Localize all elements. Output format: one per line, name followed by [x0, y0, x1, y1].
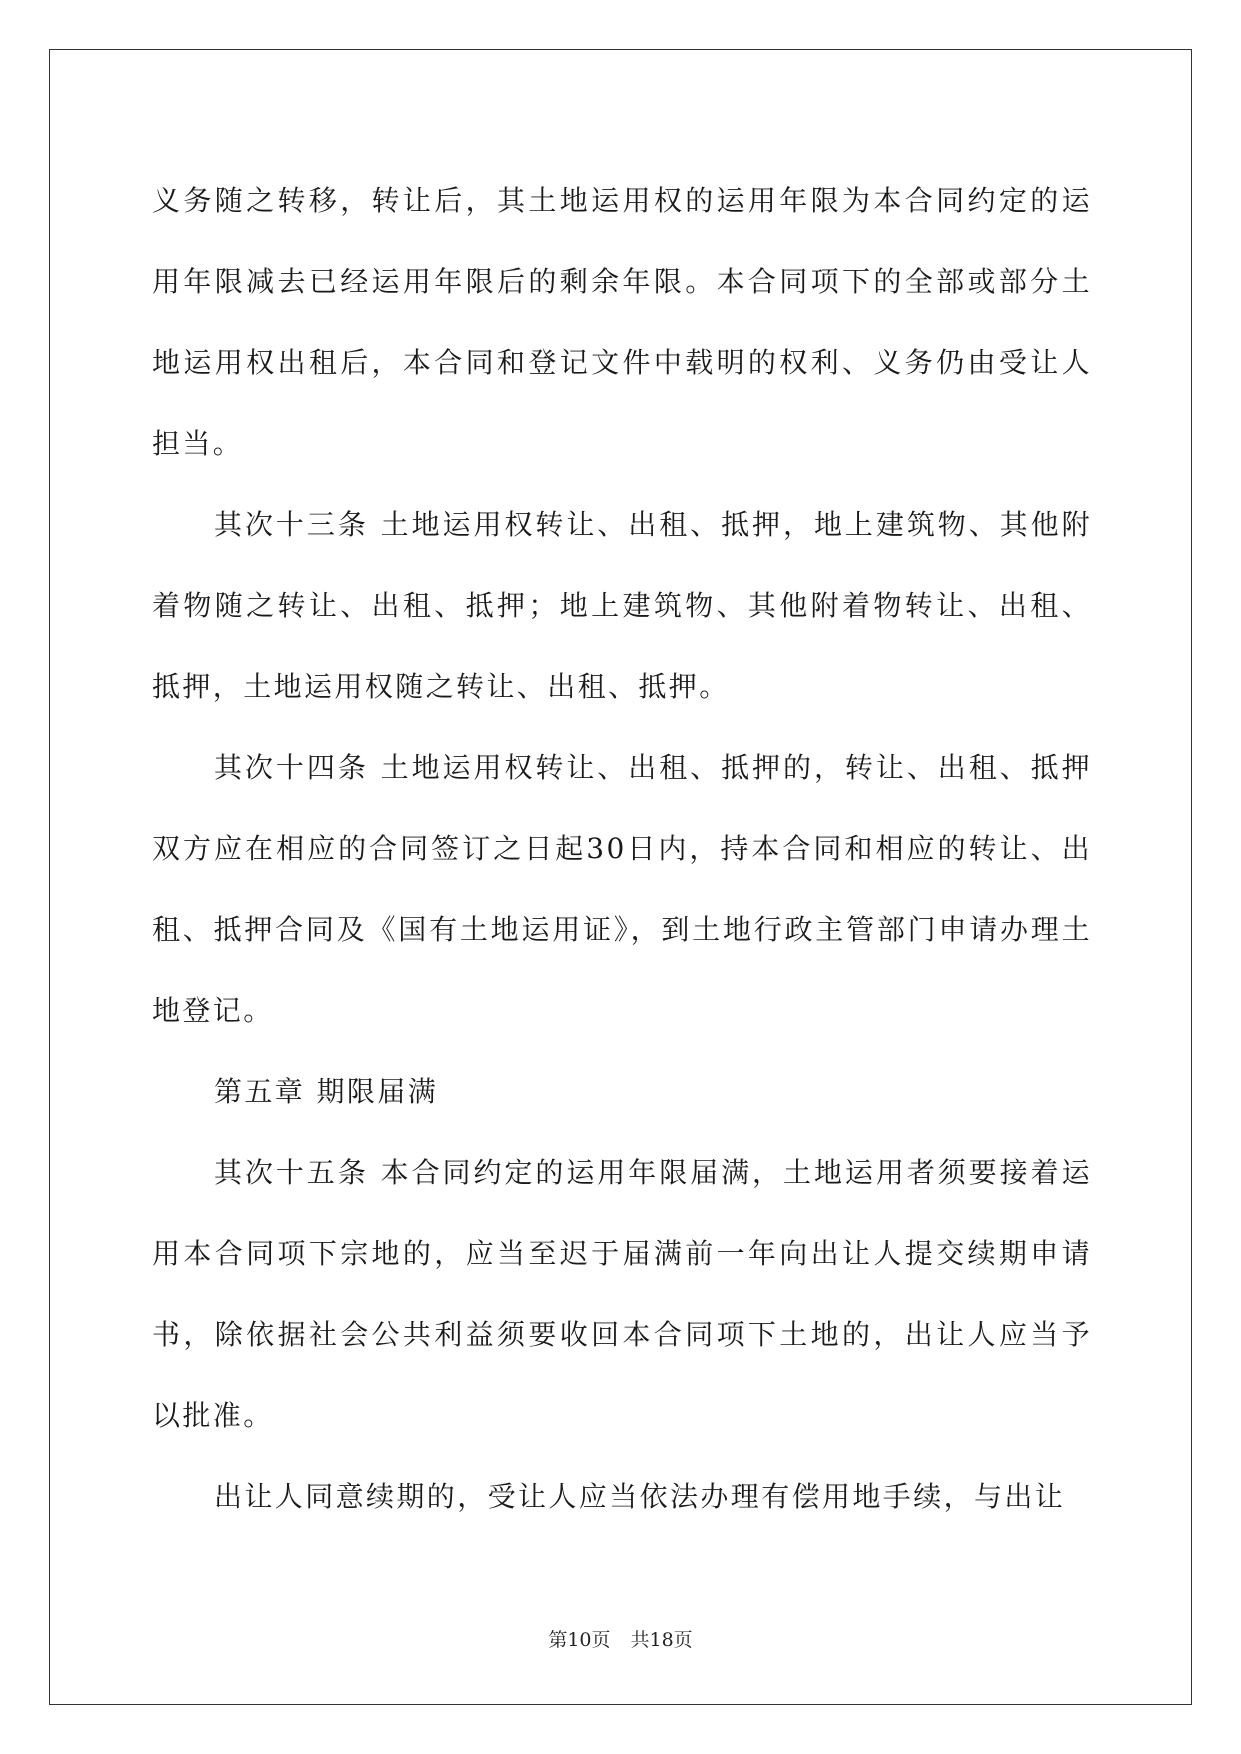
paragraph: 其次十三条 土地运用权转让、出租、抵押，地上建筑物、其他附着物随之转让、出租、抵押；地上建筑物、其他附着物转让、出租、抵押，土地运用权随之转让、出租、抵押。	[152, 508, 1092, 703]
paragraph: 其次十五条 本合同约定的运用年限届满，土地运用者须要接着运用本合同项下宗地的，应当至迟于届满前一年向出让人提交续期申请书，除依据社会公共利益须要收回本合同项下土地的，出让人应当予以批准。	[152, 1156, 1092, 1432]
page-number: 第10页	[548, 1629, 611, 1651]
chapter-heading: 第五章 期限届满	[214, 1075, 439, 1108]
page-total: 共18页	[630, 1629, 693, 1651]
paragraph: 义务随之转移，转让后，其土地运用权的运用年限为本合同约定的运用年限减去已经运用年限后的剩余年限。本合同项下的全部或部分土地运用权出租后，本合同和登记文件中载明的权利、义务仍由受让人担当。	[152, 184, 1092, 460]
page-footer	[0, 1625, 1241, 1652]
document-body	[152, 160, 1092, 1537]
paragraph: 出让人同意续期的，受让人应当依法办理有偿用地手续，与出让	[214, 1480, 1066, 1513]
paragraph: 其次十四条 土地运用权转让、出租、抵押的，转让、出租、抵押双方应在相应的合同签订之日起30日内，持本合同和相应的转让、出租、抵押合同及《国有土地运用证》，到土地行政主管部门申请办理土地登记。	[152, 751, 1092, 1027]
